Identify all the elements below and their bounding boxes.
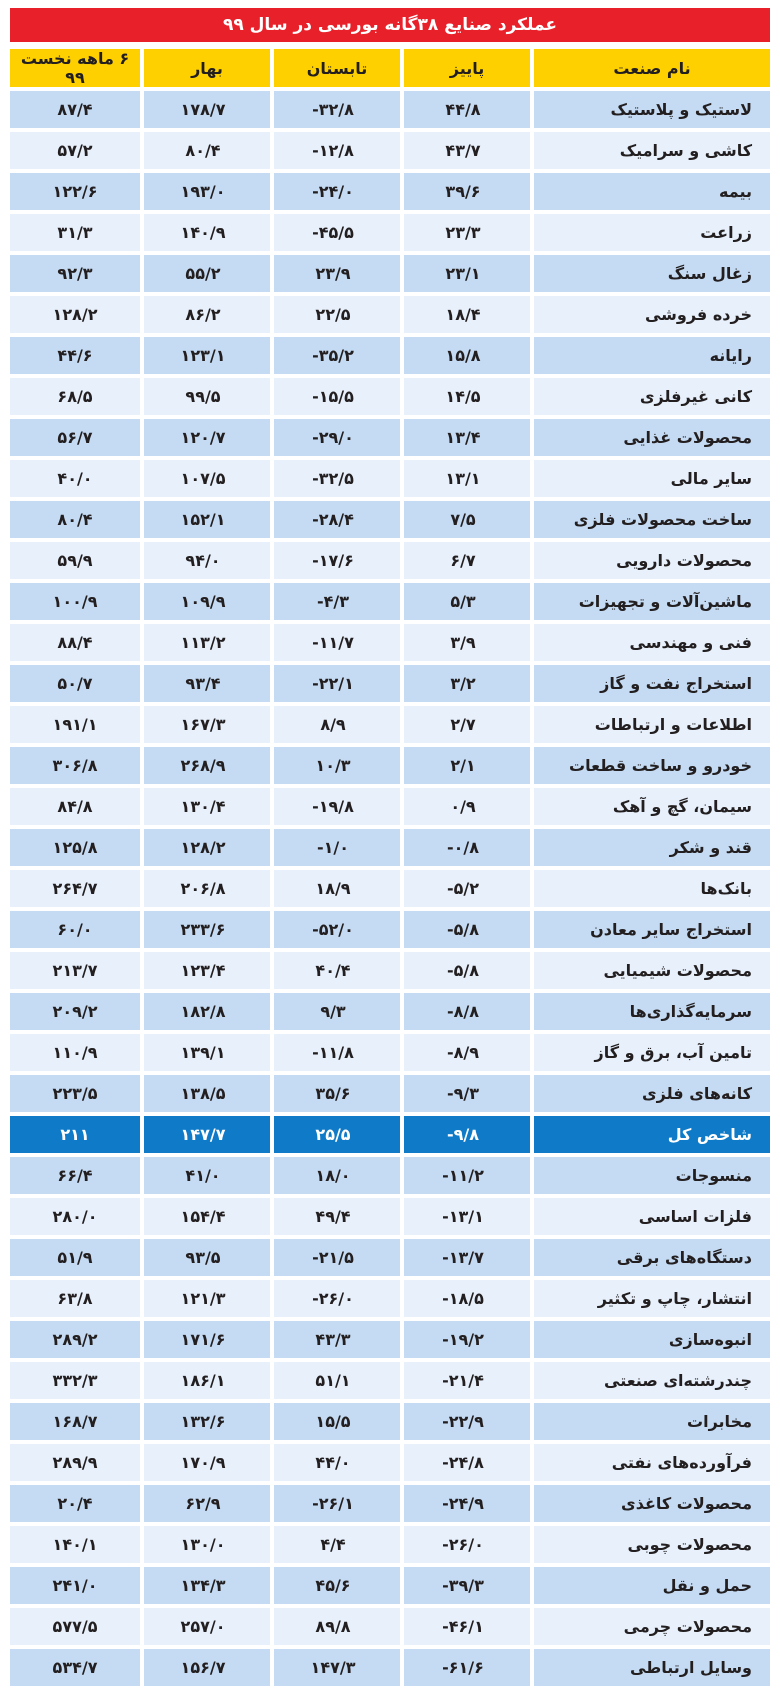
summer-cell: -۲۸/۴	[270, 501, 400, 538]
first-six-months-cell: ۵۹/۹	[10, 542, 140, 579]
spring-cell: ۱۸۶/۱	[140, 1362, 270, 1399]
autumn-cell: -۱۱/۲	[400, 1157, 530, 1194]
summer-cell: -۲۴/۰	[270, 173, 400, 210]
table-row	[10, 583, 770, 620]
spring-cell: ۱۵۲/۱	[140, 501, 270, 538]
spring-cell: ۱۴۰/۹	[140, 214, 270, 251]
autumn-cell: ۱۸/۴	[400, 296, 530, 333]
industry-name-cell: خودرو و ساخت قطعات	[530, 747, 770, 784]
first-six-months-cell: ۸۸/۴	[10, 624, 140, 661]
spring-cell: ۱۲۳/۴	[140, 952, 270, 989]
summer-cell: ۴۵/۶	[270, 1567, 400, 1604]
summer-cell: -۱/۰	[270, 829, 400, 866]
summer-cell: -۱۵/۵	[270, 378, 400, 415]
industry-name-cell: محصولات دارویی	[530, 542, 770, 579]
autumn-cell: ۲۳/۱	[400, 255, 530, 292]
autumn-cell: ۱۳/۱	[400, 460, 530, 497]
summer-cell: -۱۹/۸	[270, 788, 400, 825]
table-body	[10, 91, 770, 1686]
spring-cell: ۹۳/۴	[140, 665, 270, 702]
autumn-cell: -۱۸/۵	[400, 1280, 530, 1317]
spring-cell: ۱۲۸/۲	[140, 829, 270, 866]
summer-cell: ۲۳/۹	[270, 255, 400, 292]
summer-cell: ۸۹/۸	[270, 1608, 400, 1645]
autumn-cell: ۷/۵	[400, 501, 530, 538]
autumn-cell: -۱۹/۲	[400, 1321, 530, 1358]
first-six-months-cell: ۸۴/۸	[10, 788, 140, 825]
first-six-months-cell: ۵۶/۷	[10, 419, 140, 456]
table-row	[10, 378, 770, 415]
first-six-months-cell: ۲۱۳/۷	[10, 952, 140, 989]
autumn-cell: ۴۴/۸	[400, 91, 530, 128]
spring-cell: ۵۵/۲	[140, 255, 270, 292]
summer-cell: ۸/۹	[270, 706, 400, 743]
table-row	[10, 1608, 770, 1645]
industry-name-cell: فلزات اساسی	[530, 1198, 770, 1235]
first-six-months-cell: ۲۲۳/۵	[10, 1075, 140, 1112]
table-row	[10, 1526, 770, 1563]
industry-name-cell: بیمه	[530, 173, 770, 210]
summer-cell: -۲۹/۰	[270, 419, 400, 456]
first-six-months-cell: ۵۷/۲	[10, 132, 140, 169]
autumn-cell: -۲۲/۹	[400, 1403, 530, 1440]
spring-cell: ۱۰۹/۹	[140, 583, 270, 620]
autumn-cell: ۲/۷	[400, 706, 530, 743]
first-six-months-cell: ۶۶/۴	[10, 1157, 140, 1194]
autumn-cell: ۱۵/۸	[400, 337, 530, 374]
table-title: عملکرد صنایع ۳۸گانه بورسی در سال ۹۹	[10, 8, 770, 42]
summer-cell: -۱۷/۶	[270, 542, 400, 579]
industry-name-cell: ماشین‌آلات و تجهیزات	[530, 583, 770, 620]
spring-cell: ۱۷۰/۹	[140, 1444, 270, 1481]
first-six-months-cell: ۵۰/۷	[10, 665, 140, 702]
summer-cell: -۲۱/۵	[270, 1239, 400, 1276]
spring-cell: ۱۲۰/۷	[140, 419, 270, 456]
summer-cell: ۱۴۷/۳	[270, 1649, 400, 1686]
first-six-months-cell: ۱۱۰/۹	[10, 1034, 140, 1071]
industry-name-cell: انبوه‌سازی	[530, 1321, 770, 1358]
first-six-months-cell: ۱۲۲/۶	[10, 173, 140, 210]
first-six-months-cell: ۳۳۲/۳	[10, 1362, 140, 1399]
first-six-months-cell: ۱۲۸/۲	[10, 296, 140, 333]
summer-cell: ۳۵/۶	[270, 1075, 400, 1112]
summer-cell: -۱۱/۸	[270, 1034, 400, 1071]
table-row	[10, 542, 770, 579]
first-six-months-cell: ۲۴۱/۰	[10, 1567, 140, 1604]
autumn-cell: ۱۴/۵	[400, 378, 530, 415]
industry-name-cell: شاخص کل	[530, 1116, 770, 1153]
industry-name-cell: منسوجات	[530, 1157, 770, 1194]
spring-cell: ۱۵۴/۴	[140, 1198, 270, 1235]
table-row	[10, 1403, 770, 1440]
first-six-months-cell: ۱۰۰/۹	[10, 583, 140, 620]
spring-cell: ۱۷۸/۷	[140, 91, 270, 128]
spring-cell: ۱۳۲/۶	[140, 1403, 270, 1440]
summer-cell: ۴۴/۰	[270, 1444, 400, 1481]
summer-cell: -۲۶/۱	[270, 1485, 400, 1522]
spring-cell: ۱۳۰/۰	[140, 1526, 270, 1563]
header-first-six-months: ۶ ماهه نخست ۹۹	[10, 49, 140, 87]
first-six-months-cell: ۶۰/۰	[10, 911, 140, 948]
table-row	[10, 1239, 770, 1276]
industry-name-cell: مخابرات	[530, 1403, 770, 1440]
spring-cell: ۱۷۱/۶	[140, 1321, 270, 1358]
summer-cell: -۴/۳	[270, 583, 400, 620]
header-summer: تابستان	[270, 49, 400, 87]
spring-cell: ۱۲۳/۱	[140, 337, 270, 374]
autumn-cell: -۲۱/۴	[400, 1362, 530, 1399]
first-six-months-cell: ۲۸۰/۰	[10, 1198, 140, 1235]
autumn-cell: ۴۳/۷	[400, 132, 530, 169]
first-six-months-cell: ۲۸۹/۹	[10, 1444, 140, 1481]
spring-cell: ۲۰۶/۸	[140, 870, 270, 907]
industry-name-cell: اطلاعات و ارتباطات	[530, 706, 770, 743]
table-row	[10, 1649, 770, 1686]
table-row	[10, 1075, 770, 1112]
table-row	[10, 91, 770, 128]
autumn-cell: -۲۴/۹	[400, 1485, 530, 1522]
autumn-cell: -۵/۲	[400, 870, 530, 907]
spring-cell: ۱۱۳/۲	[140, 624, 270, 661]
table-row	[10, 214, 770, 251]
summer-cell: -۱۱/۷	[270, 624, 400, 661]
autumn-cell: -۰/۸	[400, 829, 530, 866]
first-six-months-cell: ۳۱/۳	[10, 214, 140, 251]
industry-name-cell: سایر مالی	[530, 460, 770, 497]
industry-name-cell: محصولات چوبی	[530, 1526, 770, 1563]
autumn-cell: -۵/۸	[400, 952, 530, 989]
table-row	[10, 870, 770, 907]
industry-name-cell: فرآورده‌های نفتی	[530, 1444, 770, 1481]
industry-name-cell: دستگاه‌های برقی	[530, 1239, 770, 1276]
spring-cell: ۱۳۹/۱	[140, 1034, 270, 1071]
summer-cell: ۱۸/۹	[270, 870, 400, 907]
industry-name-cell: بانک‌ها	[530, 870, 770, 907]
spring-cell: ۹۳/۵	[140, 1239, 270, 1276]
industry-name-cell: قند و شکر	[530, 829, 770, 866]
header-industry-name: نام صنعت	[530, 49, 770, 87]
first-six-months-cell: ۴۴/۶	[10, 337, 140, 374]
table-row	[10, 624, 770, 661]
first-six-months-cell: ۹۲/۳	[10, 255, 140, 292]
table-row	[10, 1567, 770, 1604]
summer-cell: -۲۲/۱	[270, 665, 400, 702]
table-row	[10, 993, 770, 1030]
autumn-cell: -۱۳/۱	[400, 1198, 530, 1235]
spring-cell: ۱۸۲/۸	[140, 993, 270, 1030]
spring-cell: ۱۶۷/۳	[140, 706, 270, 743]
table-row	[10, 706, 770, 743]
table-row	[10, 1485, 770, 1522]
table-row	[10, 952, 770, 989]
summer-cell: ۲۵/۵	[270, 1116, 400, 1153]
first-six-months-cell: ۶۳/۸	[10, 1280, 140, 1317]
spring-cell: ۱۳۸/۵	[140, 1075, 270, 1112]
spring-cell: ۶۲/۹	[140, 1485, 270, 1522]
first-six-months-cell: ۵۱/۹	[10, 1239, 140, 1276]
first-six-months-cell: ۱۲۵/۸	[10, 829, 140, 866]
first-six-months-cell: ۱۹۱/۱	[10, 706, 140, 743]
first-six-months-cell: ۲۶۴/۷	[10, 870, 140, 907]
spring-cell: ۱۵۶/۷	[140, 1649, 270, 1686]
table-row	[10, 1321, 770, 1358]
summer-cell: -۵۲/۰	[270, 911, 400, 948]
industry-name-cell: محصولات شیمیایی	[530, 952, 770, 989]
autumn-cell: -۸/۸	[400, 993, 530, 1030]
spring-cell: ۴۱/۰	[140, 1157, 270, 1194]
table-row	[10, 665, 770, 702]
industry-name-cell: کانه‌های فلزی	[530, 1075, 770, 1112]
table-row	[10, 419, 770, 456]
industry-name-cell: زراعت	[530, 214, 770, 251]
autumn-cell: -۸/۹	[400, 1034, 530, 1071]
table-row	[10, 460, 770, 497]
spring-cell: ۹۹/۵	[140, 378, 270, 415]
industry-name-cell: کاشی و سرامیک	[530, 132, 770, 169]
first-six-months-cell: ۲۱۱	[10, 1116, 140, 1153]
table-row	[10, 747, 770, 784]
table-row	[10, 911, 770, 948]
summer-cell: ۱۸/۰	[270, 1157, 400, 1194]
industry-name-cell: تامین آب، برق و گاز	[530, 1034, 770, 1071]
autumn-cell: -۹/۸	[400, 1116, 530, 1153]
summer-cell: -۳۵/۲	[270, 337, 400, 374]
table-row	[10, 296, 770, 333]
summer-cell: ۹/۳	[270, 993, 400, 1030]
industry-name-cell: محصولات چرمی	[530, 1608, 770, 1645]
first-six-months-cell: ۵۳۴/۷	[10, 1649, 140, 1686]
spring-cell: ۱۰۷/۵	[140, 460, 270, 497]
autumn-cell: -۶۱/۶	[400, 1649, 530, 1686]
spring-cell: ۱۴۷/۷	[140, 1116, 270, 1153]
autumn-cell: ۳/۲	[400, 665, 530, 702]
spring-cell: ۱۲۱/۳	[140, 1280, 270, 1317]
industry-name-cell: زغال سنگ	[530, 255, 770, 292]
first-six-months-cell: ۶۸/۵	[10, 378, 140, 415]
industry-name-cell: خرده فروشی	[530, 296, 770, 333]
first-six-months-cell: ۲۰/۴	[10, 1485, 140, 1522]
industry-name-cell: محصولات غذایی	[530, 419, 770, 456]
summer-cell: -۳۲/۸	[270, 91, 400, 128]
industry-name-cell: رایانه	[530, 337, 770, 374]
table-row	[10, 132, 770, 169]
table-row	[10, 337, 770, 374]
autumn-cell: -۴۶/۱	[400, 1608, 530, 1645]
table-row	[10, 173, 770, 210]
industry-name-cell: کانی غیرفلزی	[530, 378, 770, 415]
table-row	[10, 1034, 770, 1071]
industry-name-cell: چندرشته‌ای صنعتی	[530, 1362, 770, 1399]
autumn-cell: ۰/۹	[400, 788, 530, 825]
spring-cell: ۱۳۴/۳	[140, 1567, 270, 1604]
spring-cell: ۱۹۳/۰	[140, 173, 270, 210]
industry-name-cell: انتشار، چاپ و تکثیر	[530, 1280, 770, 1317]
autumn-cell: -۳۹/۳	[400, 1567, 530, 1604]
table-row	[10, 1362, 770, 1399]
first-six-months-cell: ۱۴۰/۱	[10, 1526, 140, 1563]
summer-cell: -۴۵/۵	[270, 214, 400, 251]
summer-cell: -۱۲/۸	[270, 132, 400, 169]
first-six-months-cell: ۸۷/۴	[10, 91, 140, 128]
spring-cell: ۱۳۰/۴	[140, 788, 270, 825]
industry-name-cell: محصولات کاغذی	[530, 1485, 770, 1522]
industry-name-cell: لاستیک و پلاستیک	[530, 91, 770, 128]
spring-cell: ۸۶/۲	[140, 296, 270, 333]
summer-cell: ۴/۴	[270, 1526, 400, 1563]
summer-cell: ۱۵/۵	[270, 1403, 400, 1440]
table-row	[10, 1280, 770, 1317]
industry-name-cell: ساخت محصولات فلزی	[530, 501, 770, 538]
summer-cell: ۵۱/۱	[270, 1362, 400, 1399]
industry-name-cell: فنی و مهندسی	[530, 624, 770, 661]
spring-cell: ۸۰/۴	[140, 132, 270, 169]
autumn-cell: -۹/۳	[400, 1075, 530, 1112]
header-spring: بهار	[140, 49, 270, 87]
autumn-cell: -۵/۸	[400, 911, 530, 948]
summer-cell: -۳۲/۵	[270, 460, 400, 497]
first-six-months-cell: ۱۶۸/۷	[10, 1403, 140, 1440]
autumn-cell: ۵/۳	[400, 583, 530, 620]
first-six-months-cell: ۲۰۹/۲	[10, 993, 140, 1030]
table-row	[10, 788, 770, 825]
table-row	[10, 1157, 770, 1194]
industry-performance-table	[10, 45, 770, 1690]
industry-name-cell: استخراج نفت و گاز	[530, 665, 770, 702]
header-row	[10, 49, 770, 87]
first-six-months-cell: ۳۰۶/۸	[10, 747, 140, 784]
table-row	[10, 255, 770, 292]
autumn-cell: ۳/۹	[400, 624, 530, 661]
industry-name-cell: استخراج سایر معادن	[530, 911, 770, 948]
industry-name-cell: حمل و نقل	[530, 1567, 770, 1604]
autumn-cell: ۳۹/۶	[400, 173, 530, 210]
industry-name-cell: سرمایه‌گذاری‌ها	[530, 993, 770, 1030]
summer-cell: ۱۰/۳	[270, 747, 400, 784]
total-index-row	[10, 1116, 770, 1153]
autumn-cell: -۲۶/۰	[400, 1526, 530, 1563]
autumn-cell: -۲۴/۸	[400, 1444, 530, 1481]
table-row	[10, 1444, 770, 1481]
table-row	[10, 501, 770, 538]
first-six-months-cell: ۸۰/۴	[10, 501, 140, 538]
industry-name-cell: وسایل ارتباطی	[530, 1649, 770, 1686]
industry-name-cell: سیمان، گچ و آهک	[530, 788, 770, 825]
first-six-months-cell: ۲۸۹/۲	[10, 1321, 140, 1358]
first-six-months-cell: ۵۷۷/۵	[10, 1608, 140, 1645]
spring-cell: ۹۴/۰	[140, 542, 270, 579]
table-row	[10, 829, 770, 866]
spring-cell: ۲۶۸/۹	[140, 747, 270, 784]
spring-cell: ۲۳۳/۶	[140, 911, 270, 948]
autumn-cell: -۱۳/۷	[400, 1239, 530, 1276]
summer-cell: ۲۲/۵	[270, 296, 400, 333]
summer-cell: ۴۳/۳	[270, 1321, 400, 1358]
summer-cell: ۴۹/۴	[270, 1198, 400, 1235]
summer-cell: ۴۰/۴	[270, 952, 400, 989]
spring-cell: ۲۵۷/۰	[140, 1608, 270, 1645]
autumn-cell: ۲/۱	[400, 747, 530, 784]
autumn-cell: ۱۳/۴	[400, 419, 530, 456]
autumn-cell: ۲۳/۳	[400, 214, 530, 251]
autumn-cell: ۶/۷	[400, 542, 530, 579]
header-autumn: پاییز	[400, 49, 530, 87]
first-six-months-cell: ۴۰/۰	[10, 460, 140, 497]
summer-cell: -۲۶/۰	[270, 1280, 400, 1317]
table-row	[10, 1198, 770, 1235]
